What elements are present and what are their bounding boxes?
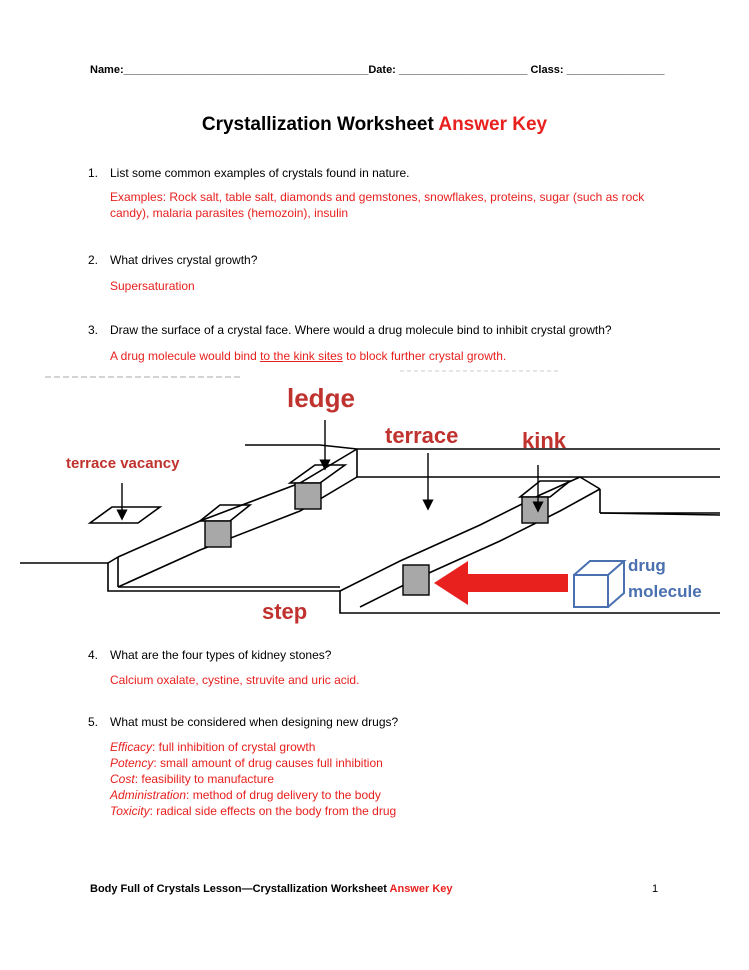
question-text: What must be considered when designing new drugs?: [110, 715, 399, 729]
atom-square: [205, 521, 231, 547]
consideration-administration: Administration: method of drug delivery to the body: [110, 788, 381, 802]
consideration-potency: Potency: small amount of drug causes full inhibition: [110, 756, 383, 770]
label-kink: kink: [522, 428, 567, 453]
atom-square: [403, 565, 429, 595]
answer-3: [110, 348, 506, 364]
question-text: Draw the surface of a crystal face. Where would a drug molecule bind to inhibit crystal growth?: [110, 323, 612, 337]
question-text: What are the four types of kidney stones?: [110, 648, 332, 662]
answer-line: candy), malaria parasites (hemozoin), insulin: [110, 206, 349, 220]
answer-5-list: [110, 739, 396, 819]
date-label: Date:: [368, 64, 396, 76]
drug-molecule-cube: [574, 561, 624, 607]
header-fields: [90, 64, 664, 76]
name-line[interactable]: ________________________________________: [123, 64, 369, 76]
question-number: 2.: [88, 253, 99, 267]
question-number: 4.: [88, 648, 99, 662]
consideration-toxicity: Toxicity: radical side effects on the body from the drug: [110, 804, 397, 818]
page-number: 1: [652, 883, 659, 895]
label-terrace-vacancy: terrace vacancy: [66, 455, 180, 472]
footer-highlight: Answer Key: [389, 883, 453, 895]
question-text: What drives crystal growth?: [110, 253, 258, 267]
footer: [90, 883, 453, 895]
title-highlight: Answer Key: [438, 114, 548, 135]
drug-arrow: [434, 561, 568, 605]
answer-line: Examples: Rock salt, table salt, diamonds and gemstones, snowflakes, proteins, sugar (such as rock: [110, 190, 645, 204]
label-terrace: terrace: [385, 423, 459, 448]
answer-post: to block further crystal growth.: [342, 349, 507, 363]
footer-text: Body Full of Crystals Lesson—Crystallization Worksheet: [90, 883, 387, 895]
class-line[interactable]: ________________: [566, 64, 665, 76]
atom-square: [522, 497, 548, 523]
question-2: [0, 253, 749, 269]
question-4: [0, 648, 749, 664]
question-1: [0, 166, 749, 182]
answer-pre: A drug molecule would bind: [110, 349, 261, 363]
question-number: 5.: [88, 715, 99, 729]
atom-square: [295, 483, 321, 509]
label-drug: drug: [628, 556, 666, 575]
answer-2: Supersaturation: [110, 279, 195, 293]
date-line[interactable]: _____________________: [398, 64, 528, 76]
question-5: [0, 715, 749, 731]
label-ledge: ledge: [287, 383, 355, 413]
question-number: 3.: [88, 323, 99, 337]
page-title: [0, 114, 749, 136]
label-molecule: molecule: [628, 582, 702, 601]
crystal-surface-diagram: [0, 365, 749, 645]
consideration-efficacy: Efficacy: full inhibition of crystal growth: [110, 740, 316, 754]
label-step: step: [262, 599, 308, 624]
title-main: Crystallization Worksheet: [201, 114, 434, 135]
consideration-cost: Cost: feasibility to manufacture: [110, 772, 275, 786]
class-label: Class:: [530, 64, 564, 76]
name-label: Name:: [90, 64, 124, 76]
answer-4: Calcium oxalate, cystine, struvite and uric acid.: [110, 673, 360, 687]
question-3: [0, 323, 749, 339]
question-text: List some common examples of crystals found in nature.: [110, 166, 410, 180]
answer-underlined: to the kink sites: [260, 349, 343, 363]
answer-1: [110, 189, 644, 221]
question-number: 1.: [88, 166, 99, 180]
